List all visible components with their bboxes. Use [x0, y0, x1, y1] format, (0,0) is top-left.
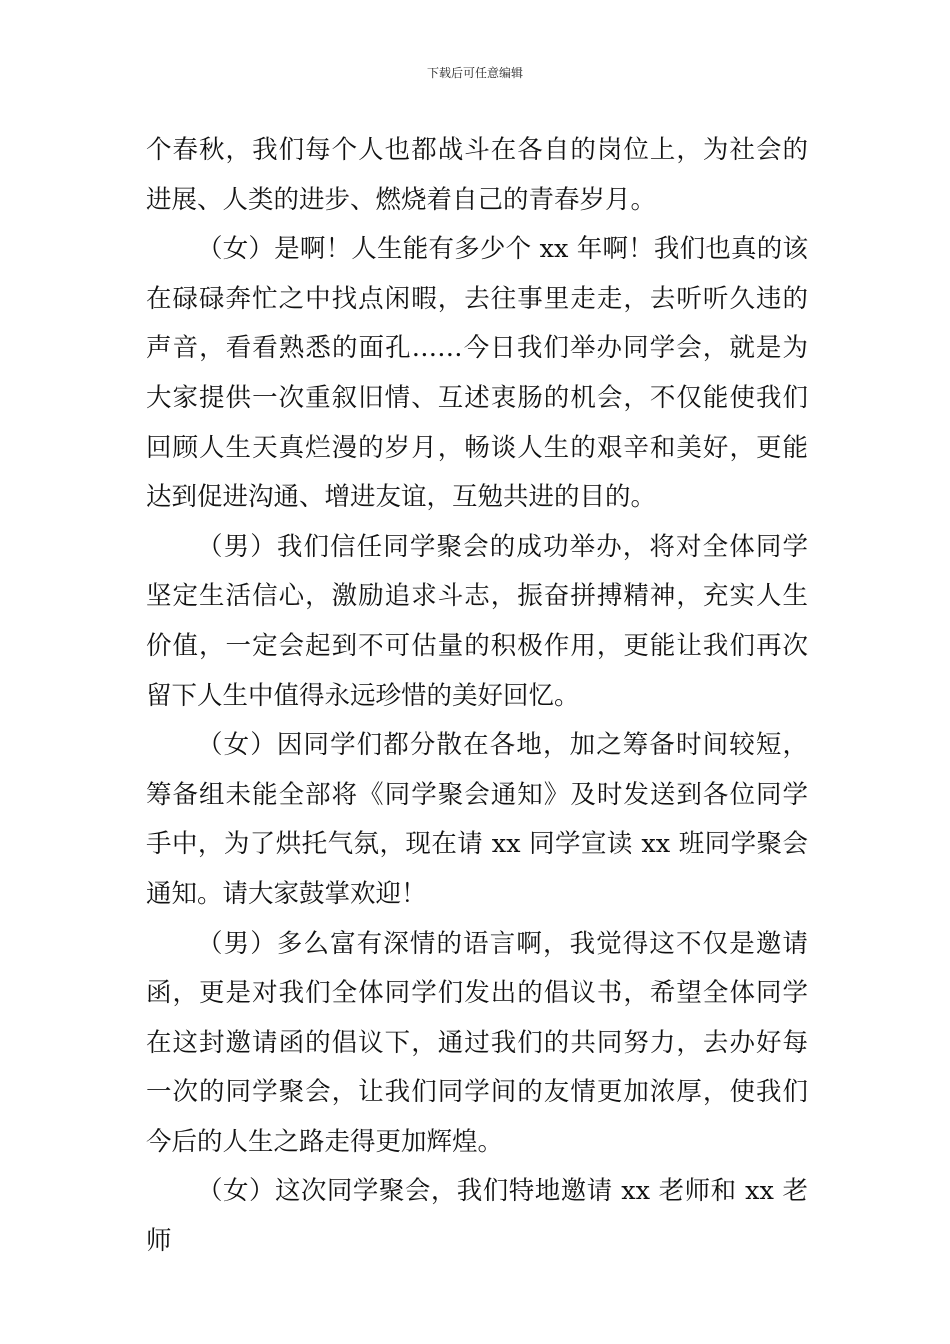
paragraph-1: 个春秋，我们每个人也都战斗在各自的岗位上，为社会的进展、人类的进步、燃烧着自己的青春岁月。 — [146, 135, 808, 215]
paragraph-3: （男）我们信任同学聚会的成功举办，将对全体同学坚定生活信心，激励追求斗志，振奋拼搏精神，充实人生价值，一定会起到不可估量的积极作用，更能让我们再次留下人生中值得永远珍惜的美好回忆。 — [146, 531, 808, 711]
paragraph-4: （女）因同学们都分散在各地，加之筹备时间较短，筹备组未能全部将《同学聚会通知》及时发送到各位同学手中，为了烘托气氛，现在请 xx 同学宣读 xx 班同学聚会通知。请大家鼓掌欢迎！ — [146, 730, 808, 909]
paragraph-6: （女）这次同学聚会，我们特地邀请 xx 老师和 xx 老师 — [146, 1176, 808, 1257]
header-note: 下载后可任意编辑 — [426, 66, 523, 80]
body-text — [146, 126, 808, 1267]
paragraph-5: （男）多么富有深情的语言啊，我觉得这不仅是邀请函，更是对我们全体同学们发出的倡议书，希望全体同学在这封邀请函的倡议下，通过我们的共同努力，去办好每一次的同学聚会，让我们同学间的友情更加浓厚，使我们今后的人生之路走得更加辉煌。 — [146, 928, 808, 1157]
paragraph-2: （女）是啊！人生能有多少个 xx 年啊！我们也真的该在碌碌奔忙之中找点闲暇，去往事里走走，去听听久违的声音，看看熟悉的面孔……今日我们举办同学会，就是为大家提供一次重叙旧情、互述衷肠的机会，不仅能使我们回顾人生天真烂漫的岁月，畅谈人生的艰辛和美好，更能达到促进沟通、增进友谊，互勉共进的目的。 — [146, 234, 808, 513]
